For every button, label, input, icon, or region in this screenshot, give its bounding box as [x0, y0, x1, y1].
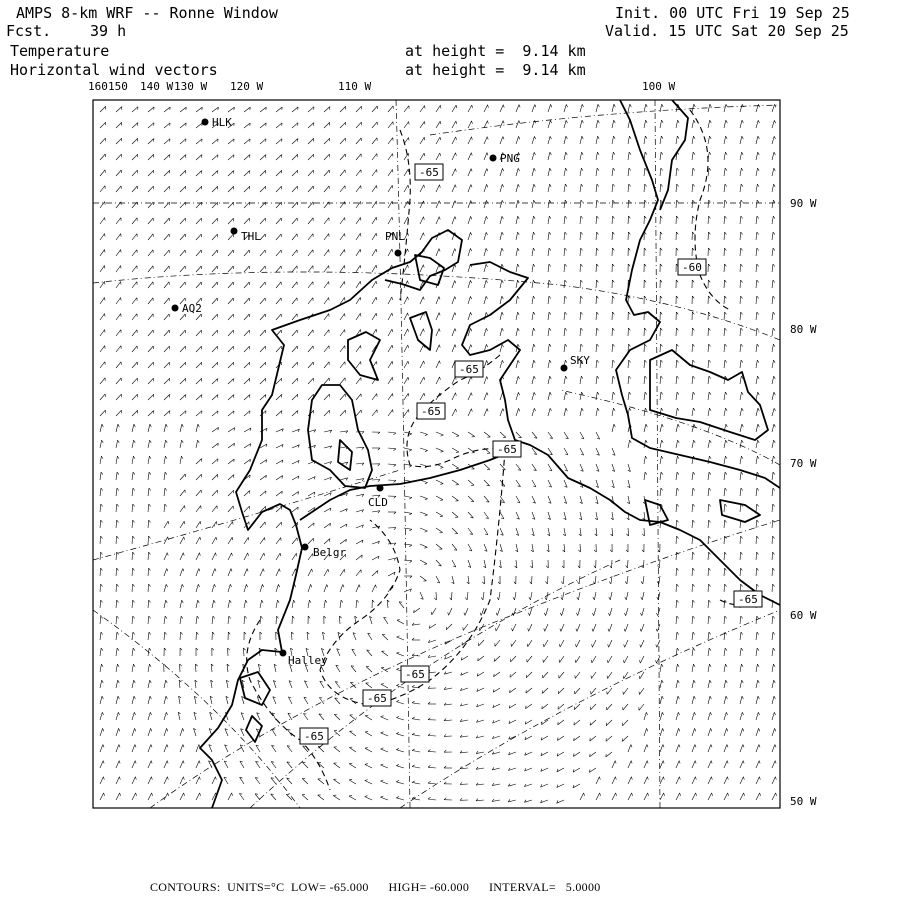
lon-label-70w: 70 W	[790, 457, 817, 470]
svg-text:-65: -65	[738, 593, 758, 606]
svg-text:-65: -65	[421, 405, 441, 418]
longitude-labels	[88, 80, 675, 93]
station-label-thl: THL	[241, 230, 261, 243]
right-axis-labels	[790, 197, 817, 808]
contour-info-footer: CONTOURS: UNITS=°C LOW= -65.000 HIGH= -60.000 INTERVAL= 5.0000	[150, 880, 601, 894]
lon-label-80w: 80 W	[790, 323, 817, 336]
contour-label	[363, 690, 391, 706]
station-label-cld: CLD	[368, 496, 388, 509]
svg-text:-65: -65	[367, 692, 387, 705]
svg-text:-65: -65	[459, 363, 479, 376]
lon-label-90w: 90 W	[790, 197, 817, 210]
lon-label-110w: 110 W	[338, 80, 372, 93]
station-pnl	[385, 230, 405, 257]
height-label-1: at height = 9.14 km	[405, 42, 586, 60]
station-png	[490, 152, 520, 165]
contour-label	[401, 666, 429, 682]
stations	[172, 116, 591, 667]
svg-text:-60: -60	[682, 261, 702, 274]
field-wind-label: Horizontal wind vectors	[10, 61, 218, 79]
valid-time: Valid. 15 UTC Sat 20 Sep 25	[605, 22, 849, 40]
station-label-png: PNG	[500, 152, 520, 165]
station-cld	[368, 485, 388, 510]
station-label-aq2: AQ2	[182, 302, 202, 315]
lon-label-160: 160	[88, 80, 108, 93]
forecast-hours: 39 h	[90, 22, 127, 40]
lon-label-60w: 60 W	[790, 609, 817, 622]
station-label-pnl: PNL	[385, 230, 405, 243]
lon-label-50w: 50 W	[790, 795, 817, 808]
lon-label-100w: 100 W	[642, 80, 676, 93]
station-label-belgr: Belgr	[313, 546, 347, 559]
height-label-2: at height = 9.14 km	[405, 61, 586, 79]
contour-label	[417, 403, 445, 419]
forecast-label: Fcst.	[6, 22, 52, 40]
station-belgr	[302, 544, 347, 560]
contour-label	[455, 361, 483, 377]
coastline	[200, 100, 780, 808]
lon-label-150: 150	[108, 80, 128, 93]
svg-text:-65: -65	[419, 166, 439, 179]
map-title: AMPS 8-km WRF -- Ronne Window	[16, 4, 278, 22]
station-label-sky: SKY	[570, 354, 590, 367]
contour-label	[415, 164, 443, 180]
station-label-hlk: HLK	[212, 116, 232, 129]
lon-label-120w: 120 W	[230, 80, 264, 93]
contour-label	[300, 728, 328, 744]
station-hlk	[202, 116, 233, 129]
svg-text:-65: -65	[405, 668, 425, 681]
contour-label	[734, 591, 762, 607]
station-aq2	[172, 302, 202, 315]
contour-label	[678, 259, 706, 275]
contour-label	[493, 441, 521, 457]
init-time: Init. 00 UTC Fri 19 Sep 25	[615, 4, 850, 22]
lon-label-140w: 140 W	[140, 80, 174, 93]
svg-text:-65: -65	[497, 443, 517, 456]
svg-text:-65: -65	[304, 730, 324, 743]
station-thl	[231, 228, 262, 244]
field-temperature-label: Temperature	[10, 42, 110, 60]
station-halley	[280, 650, 329, 668]
lon-label-130w: 130 W	[174, 80, 208, 93]
station-label-halley: Halley	[288, 654, 328, 667]
